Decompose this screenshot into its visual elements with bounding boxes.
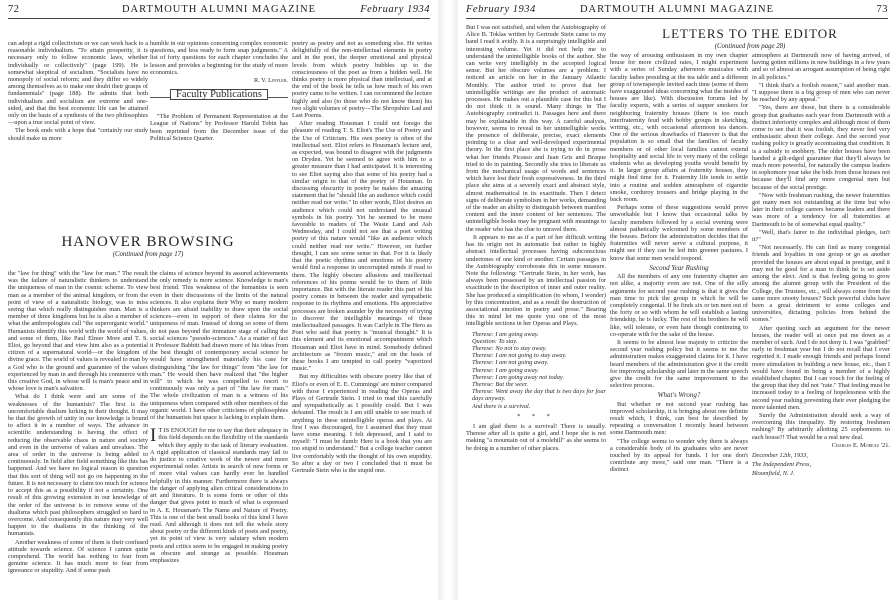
left-page-header — [8, 4, 430, 18]
right-page-header — [466, 4, 888, 18]
verse-line: Therese: I am going away. — [472, 366, 539, 374]
faculty-publications-title: Faculty Publications — [170, 89, 268, 100]
issue-date: February 1934 — [466, 4, 536, 15]
verse-line: Therese: But the weer. — [472, 380, 529, 388]
signature: R. V. Leffler. — [254, 77, 288, 85]
verse-line: And there is a survival. — [472, 402, 531, 410]
paragraph: What do I think were and are some of the weaknesses of the humanists? The first is the uncomfortable dualism lurking in their thought. It may be that the growth of unity in our knowledge is bound to affect it in a number of ways. The advance in scientific understanding is having the effect of reducing the observable chaos in nature and society and even in the universe of values and unvalues. The area of order in the universe is being added to continuously. In field after field something like this has happened. And we have no logical reason to question that this sort of thing will not go on happening in the future. It is not necessary to claim too much for science to accept this as a possibility if not a certainty. One result of this growing extension in our knowledge of the order of the universe is to remove some of the dualisms which past philosophers struggled so hard to overcome. And consequently this nature may very well happen to the dualisms in the thinking of the humanists. — [8, 393, 148, 538]
right-column-3 — [752, 52, 890, 600]
section-divider-stars: * * * — [517, 412, 555, 420]
left-page — [0, 0, 438, 600]
issue-date: February 1934 — [360, 4, 430, 15]
right-page — [458, 0, 896, 600]
paragraph: "I think that's a foolish reason," said another man. "I suppose there is a big group of men who can never be reached by any appeal." — [752, 81, 890, 104]
verse-line: Therese: I am going away not today. — [472, 373, 564, 381]
verse-line: Therese: No not to stay away. — [472, 344, 547, 352]
paragraph: "Yes, there are those, but there is a considerable group that graduates each year from Dartmouth with a distinct inferiority complex and although most of them come to see that it was foolish, they never feel very enthusiastic about their college. And the second year rushing policy is greatly accentuating that condition. It is a subsidy to snobbery. The older houses have been handed a gilt-edged guarantee that they'll always be much more powerful, for naturally the campus leaders in sophomore year take the bids from those houses not because they'll find any more congenial men but because of the social prestige. — [752, 104, 890, 191]
letters-title: LETTERS TO THE EDITOR — [662, 26, 838, 41]
verse-line: Question: To stay. — [472, 337, 518, 345]
paragraph: Another weakness of some of them is their confused attitude towards science. Of science I cannot quite comprehend. The world has nothing to fear from genuine science. It has much more to fear from ignorance or stupidity. And if some push — [8, 538, 148, 575]
paragraph: the way of arousing enthusiasm in my own chapter house for more civilized rates, I might experiment with a series of Sunday afternoon musicales with faculty ladies presiding at the tea table and a different group of townspeople invited each time (some of them have exaggerated ideas concerning what the insides of houses are like). With discussion forums led by faculty experts, with a series of supper smokers for neighboring fraternity houses (there is too much interfraternity feud with hobby groups in sketching, writing, etc., with occasional afternoon tea dances. One of the serious drawbacks of Hanover is that the population is so small that the families of faculty members or of other local families cannot extend hospitality and social life to very many of the college students who as developing youths would benefit by it. In larger group affairs at fraternity houses, they might find time for it. Fraternity life tends to settle into a routine and sodden atmosphere of cigarette smoke, corduroy trousers and bridge playing in the back room. — [610, 52, 748, 204]
continued-from: (Continued from page 17) — [112, 251, 184, 258]
left-column-3 — [292, 40, 432, 600]
essay-paragraph: I T IS ENOUGH for me to say that their adequacy in this field depends on the flexibility of the standards which they apply to the task of literary evaluation. A rigid application of classical standards may fail to do justice to creative work of the newer and more experimental order. Artists in search of new forms or of more vital values can hardly ever be handled helpfully in this manner. Furthermore there is always the danger of applying alien critical considerations to art and literature. It is some form or other of this danger that gives point to much of what is expressed in A. E. Housman's The Name and Nature of Poetry. This is one of the best small books of this kind I have read. And although it does not tell the whole story about poetry or the different kinds of poets and poetry, yet its point of view is very salutary when modern poets and critics seem to be engaged in making poetry as obscure and strange as possible. Housman emphasizes — [150, 425, 288, 564]
verse-line: Therese: I am not going away. — [472, 359, 549, 367]
magazine-title: DARTMOUTH ALUMNI MAGAZINE — [121, 4, 317, 15]
paragraph: But whether or not second year rushing has improved scholarship, it is bringing about one definite result which, I think, can best be described by repeating a conversation I recently heard between some Dartmouth men: — [610, 400, 748, 437]
faculty-publications-heading — [150, 87, 288, 109]
paragraph: poetry as poetry and not as something else. He writes delightfully of the non-intellectual elements in poetry and in the poet, the deeper emotional and physical levels from which poetry bubbles up to the consciousness of the poet as from a hidden well. He thinks poetry is more physical than intellectual, and at the end of the book he tells us how much of his own poetry came to be written. I can recommend the lecture highly and also (to those who do not know them) his two slight volumes of poetry—The Shropshire Lad and Last Poems. — [292, 40, 432, 120]
paragraph: I am glad there is a survival! There is usually. Therese after all is quite a girl, and I hope she is not making "a mountain out of a molehill" as she seems to be doing in a number of other places. — [466, 422, 606, 452]
paragraph: "Not necessarily. He can find as many congenial friends and loyalties in one group or go as another provided the houses are about equal in prestige, and it may not be good for a man to think he is set aside among the elect. And is that feeling going to grow among the alumni group with the President of the College, the Trustees, etc., will always come from the same more snooty houses? Such powerful clubs have been a great detriment to some colleges and universities, dictating policies from behind the scenes." — [752, 244, 890, 324]
paragraph: Perhaps some of these suggestions would prove unworkable but I know that occasional talks by faculty members followed by a social evening were almost pathetically welcomed by some members of the houses. Before the administration decides that the fraternities will never serve a cultural purpose, it might see if they can be led into greener pastures. I know that some men would respond. — [610, 204, 748, 262]
paragraph: But my difficulties with obscure poetry like that of Eliot's or even of E. E. Cummings' are minor compared with those I experienced in reading the Operas and Plays of Gertrude Stein. I tried to read this carefully and sympathetically as I possibly could. But I was defeated. The result is I am still unable to see much of anything in these unintelligible operas and plays. At first I was discouraged, for I assumed that they must have some meaning. I felt depressed, and I said to myself: "I must be dumb: Here is a book that you are too stupid to understand." But a college teacher cannot live comfortably with the thought of his own stupidity. So after a day or two I concluded that it must be Gertrude Stein who is the stupid one. — [292, 373, 432, 474]
magazine-title: DARTMOUTH ALUMNI MAGAZINE — [579, 4, 775, 15]
hanover-browsing-heading — [8, 234, 288, 274]
paragraph: atmosphere at Dartmouth now of having arrived, of having gotten millions in new buildings in a few years and so of almost an arrogant assumption of being right in all policies." — [752, 52, 890, 81]
paragraph: After quoting such an argument for the newer houses, the reader will at once put me down as a member of such. And I do not deny it. I was "grabbed" early in freshman year but I do not recall that I ever regretted it. I made enough friends and perhaps found more stimulation in building a new house, etc., than I would have found in being a member of a highly established chapter. But I can vouch for the feeling of the group that they did not "rate." That feeling must be increased today to a feeling of hopelessness with the second year rushing preventing their ever pledging the more talented men. — [752, 324, 890, 411]
verse-line: Therese: I am going away. — [472, 330, 539, 338]
paragraph: "Well, that's fairer to the individual pledges, isn't it?" — [752, 228, 890, 244]
header-rule — [8, 18, 430, 19]
dateline: December 12th, 1933, — [752, 451, 808, 459]
dateline: Bloomfield, N. J. — [752, 470, 795, 478]
paragraph: "The college seems to wonder why there is always a considerable body of its graduates who are never touched by its appeal for funds. I for one don't contribute any more," said one man. "There is a distinct — [610, 437, 748, 474]
page-number: 73 — [876, 4, 888, 15]
drop-cap: I — [150, 425, 157, 447]
paragraph: All the members of any one fraternity chapter are not alike, a majority even are not. One of the silly arguments for second year rushing is that it gives the man time to pick the group in which he will be completely congenial. If he finds six or ten men out of the forty or so with whom he will establish a lasting friendship, he is lucky. The rest of his brothers he will like, will tolerate, or even hate though continuing to co-operate with for the sake of the house. — [610, 273, 748, 338]
hanover-browsing-title: HANOVER BROWSING — [61, 234, 235, 250]
paragraph: After reading Housman I could not forego the pleasure of reading T. S. Eliot's The Use of Poetry and the Use of Criticism. His own poetry is often of the intellectual sort. Eliot refers to Housman's lecture and, as expected, was bound to disagree with the judgments on Dryden. Yet he seemed to agree with him to a greater measure than I had anticipated. It is interesting to see Eliot saying also that some of his poetry had a similar origin to that of the poetry of Housman. In discussing obscurity in poetry he makes the amazing statement that he "should like an audience which could neither read nor write." In other words, Eliot desires an audience which could not understand the unusual symbols in his poetry. Yet he seemed to be more favorable to readers of The Waste Land and Ash Wednesday, and I could not see that a poet writing poetry of this nature would "like an audience which could neither read nor write." However, on further thought, I can see some sense in that. For it is likely that the poetic rhythms and emotions of his poetry would find a response in uncorrupted minds if read to them. The highly obscure allusions and intellectual references of his poems would be to them of little importance. But with the literate reader this part of his poetry comes in between the reader and sympathetic response to its rhythms and emotions. His appreciative processes are broken asunder by the necessity of trying to discover the intelligible meanings of these intellectualized passages. It was Carlyle in The Hero as Poet who said that poetry is "musical thought." It is this element and its emotional accompaniment which Housman and Eliot have in mind. Somebody defined architecture as "frozen music," and on the basis of these books I am tempted to call poetry "vaporized music." — [292, 120, 432, 373]
verse-line: Therese: I am not going to stay away. — [472, 352, 567, 360]
paragraph: Surely the Administration should seek a way of overcoming this inequality. By restoring freshmen rushing? By arbitrarily allotting 25 sophomores to each house?! That would be a real new deal. — [752, 411, 890, 441]
page-number: 72 — [8, 4, 20, 15]
verse-line: Therese: Went away the day that is two days for four days anyway. — [472, 388, 606, 403]
quoted-verse — [472, 331, 606, 410]
paragraph: "The Problem of Permanent Representation at the League of Nations" by Professor Harold Tobin has been reprinted from the December issue of the Political Science Quarter. — [150, 113, 288, 142]
right-column-2 — [610, 52, 748, 600]
dateline: The Independent Press, — [752, 461, 812, 469]
hanover-column-1 — [8, 270, 148, 600]
header-rule — [466, 18, 888, 19]
paragraph: It appears to me as if a part of her difficult writing has its origin not in automatic but rather in highly abstract intellectual processes having subconscious undertones of one kind or another. Certain passages in the Autobiography corroborate this in some measure. Note the following: "Gertrude Stein, in her work, has always been possessed by an intellectual passion for exactitude in the description of inner and outer reality. She has produced a simplification (to whom, I wonder) by this concentration, and as a result the destruction of associational emotion in poetry and prose." Bearing this in mind let me quote you one of the most intelligible sections in her Operas and Plays. — [466, 233, 606, 328]
left-column-2-top — [150, 40, 288, 236]
subheading-whats-wrong: What's Wrong? — [657, 391, 701, 400]
page-gutter — [438, 0, 458, 600]
continued-from: (Continued from page 28) — [714, 43, 786, 50]
paragraph: But I was not satisfied, and when the Autobiography of Alice B. Toklas written by Gertrude Stein came to my hand I read it avidly. It is a surprisingly intelligible and interesting volume. Yet it did not help me to understand the unintelligible books of the author. She can write very intelligibly in the accepted logical sense. But her obscure volumes are a problem. I noticed an article on her in the January Atlantic Monthly. The author tried to prove that her unintelligible writings are the product of automatic processes. He makes out a plausible case for this but I do not think it is sound. Many things in The Autobiography contradict it. Passages here and there may be explainable in this way. A careful analysis, however, seems to reveal in her unintelligible works the presence of deliberate, precise, exact elements pointing to a clear and well-developed experimental theory. In the first place she is trying to do in prose what her friends Picasso and Juan Gris and Braque tried to do in painting. Secondly she tries to liberate us from the mechanical usage of words and sentences which have lost their fresh expressiveness. In the third place she aims at a severely exact and abstract style, almost mathematical in its exactitude. Then I detect signs of deliberate symbolism in her works, demanding of the reader an ability to distinguish between manifest content and the inner content of her sentences. The unintelligible books may be pregnant with meanings to the reader who has the clue to unravel them. — [466, 24, 606, 233]
paragraph: humble in our opinions concerning complex economic questions, and less ready to form snap judgments." A list of forty questions for each chapter concludes the lesson and provides a beginning for the study of more economics. — [150, 40, 288, 76]
subheading-second-year-rushing: Second Year Rushing — [649, 263, 709, 272]
hanover-column-2 — [150, 270, 288, 600]
paragraph: It seems to be almost lese majesty to criticize the second year rushing policy but it seems to me the administration makes exaggerated claims for it. I have heard members of the administration give it the credit for improving scholarship and later in the same speech give the credit for the same improvement to the selective process. — [610, 338, 748, 390]
paragraph: "Now with freshman rushing, the newer fraternities got many men not outstanding at the time but who later in their college careers became leaders and there was more of a tendency for all fraternities at Dartmouth to be of somewhat equal quality." — [752, 191, 890, 228]
letters-heading — [610, 22, 890, 52]
paragraph: can adopt a rigid collectivism or we can work back to a reasonable individualism. "To attain prosperity, it is necessary only to follow economic laws, whether individually or collectively" (page 199). He is somewhat skeptical of socialism. "Socialists have no monopoly of social reform; and they differ so widely among themselves as to make one doubt their grasps of fundamentals" (page 188). He admits that both individualism and socialism are extreme and one-sided, and that the best economic life can be attained only on the basis of a synthesis of the two philosophies—upon a true social point of view. — [8, 40, 148, 127]
letter-signature: Charles E. Moreau '21. — [831, 441, 890, 449]
paragraph: The book ends with a hope that "certainly our study should make us more — [8, 127, 148, 142]
paragraph: the claims of science beyond its assured achievements the only remedy is more science. Knowledge is man's best friend. This weakness of the humanists is seen even in their discussions of the limits of the natural sciences. It also explains their Why so many modern thinkers are afraid inability to draw upon the social sciences—even in support of their claims for the uniqueness of man. Instead of doing so some of them do not pass beyond the immature stage of calling the social sciences "pseudo-sciences." As a matter of fact it Professor Babbitt had drawn more of his ideas from the best thought of contemporary social science he would have strengthened materially his case for distinguishing "the law for things" from "the law for man." He would then have realized that "the higher will" to which he was compelled to resort to continuously was only a part of "the law for man." The whole civilization of man is a witness of his uniqueness when compared with other members of the organic world. I have other criticisms of philosophies of the humanists but space is lacking to explain them. — [150, 270, 288, 422]
paragraph: the "law for thing" with the "law for man." The result was the failure of naturalistic thinkers to understand the uniqueness of man in the cosmic scheme. To view man as a member of the animal kingdom, or from the point of view of a naturalistic biology, was to miss seeing that which really distinguishes man. Man is a member of three kingdoms but he is also a member of what the anthropologists call "the superorganic world." Humanists identify this world with the world of values, and some of them, like Paul Elmer More and T. S. Eliot, go beyond that and view him also as a potential citizen of a supernatural world—or the kingdom of divine grace. The world of values is revealed to man by a God who is the ground and guarantee of the values experienced by man in and through his commerce with this creative God, in whose will is man's peace and in whose love is man's salvation. — [8, 270, 148, 393]
right-column-1 — [466, 24, 606, 600]
